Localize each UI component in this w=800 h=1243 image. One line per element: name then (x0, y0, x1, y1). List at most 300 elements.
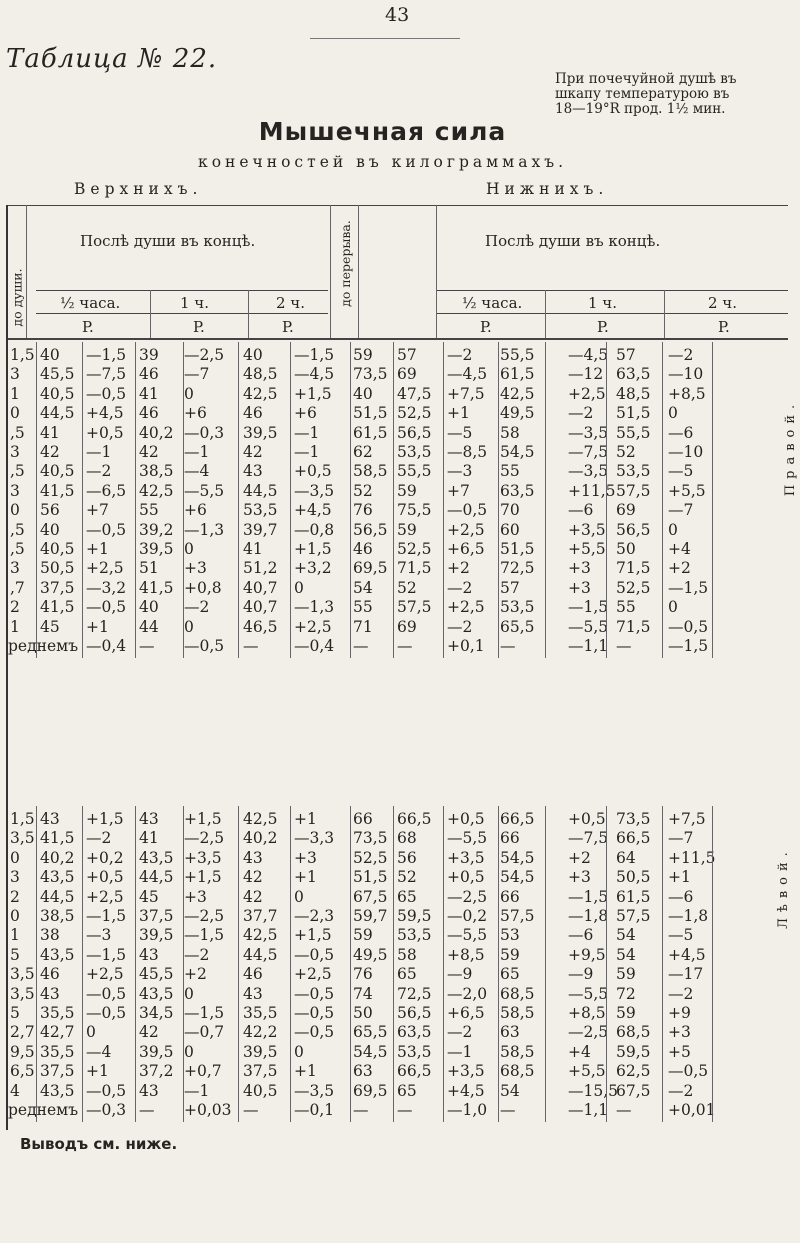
table-cell: 52,5 (397, 540, 432, 558)
column-rule (662, 342, 663, 658)
table-cell: 44,5 (243, 481, 278, 500)
table-cell: 40 (243, 346, 263, 364)
table-cell: +7 (86, 501, 109, 520)
table-cell: —9 (568, 965, 594, 984)
table-cell: +5,5 (668, 481, 706, 500)
table-cell: 41 (40, 423, 60, 442)
table-cell: +5,5 (568, 1062, 606, 1081)
table-cell: —3,5 (294, 481, 335, 500)
table-cell: ,5 (10, 423, 25, 442)
column-rule (238, 806, 239, 1122)
table-cell: —2 (447, 1023, 473, 1042)
table-cell: —2,5 (568, 1023, 609, 1042)
table-cell: 53,5 (243, 501, 278, 520)
table-cell: 53,5 (397, 443, 432, 461)
table-cell: 65 (397, 965, 417, 984)
table-cell: 42,5 (243, 810, 278, 828)
table-cell: 61,5 (500, 365, 535, 384)
table-cell: —1,5 (568, 887, 609, 906)
table-cell: +2,5 (568, 384, 606, 403)
table-cell: —0,5 (86, 1004, 127, 1022)
table-cell: 46 (243, 965, 263, 984)
table-cell: 42 (243, 868, 263, 887)
table-cell: +2,5 (447, 598, 485, 617)
table-cell: 4 (10, 1081, 20, 1100)
table-cell: 52 (616, 443, 636, 461)
table-cell: 51,2 (243, 559, 278, 578)
table-cell: +1 (86, 540, 109, 558)
header-bottom-rule (6, 338, 788, 340)
table-cell: 42,5 (243, 384, 278, 403)
table-cell: +2 (568, 848, 591, 867)
table-cell: 41,5 (40, 598, 75, 617)
table-cell: 40,7 (243, 578, 278, 597)
table-cell: —4,5 (568, 346, 609, 364)
table-cell: 0 (668, 404, 678, 423)
table-subtitle: конечностей въ килограммахъ. (198, 153, 567, 171)
table-cell: 34,5 (139, 1004, 174, 1022)
header-vrule (358, 205, 359, 338)
table-cell: —2,0 (447, 984, 488, 1003)
table-cell: 59 (397, 481, 417, 500)
table-cell: 75,5 (397, 501, 432, 520)
average-cell: реднемъ (8, 1101, 79, 1119)
column-rule (498, 342, 499, 658)
table-cell: —0,5 (294, 1023, 335, 1042)
table-cell: —1,5 (184, 926, 225, 945)
table-cell: +8,5 (447, 945, 485, 964)
table-cell: +0,5 (447, 810, 485, 828)
table-cell: +1,5 (184, 868, 222, 887)
header-r: P. (480, 318, 492, 336)
average-cell: — (139, 637, 155, 655)
table-cell: 40,5 (40, 462, 75, 481)
table-cell: 63,5 (500, 481, 535, 500)
table-cell: —0,5 (86, 1081, 127, 1100)
table-cell: 71 (353, 617, 373, 636)
table-cell: 0 (184, 384, 194, 403)
table-cell: +1 (294, 810, 317, 828)
header-top-rule (6, 205, 788, 206)
table-cell: —2 (86, 462, 112, 481)
table-cell: +4 (668, 540, 691, 558)
column-rule (290, 806, 291, 1122)
table-cell: 73,5 (616, 810, 651, 828)
header-vrule (248, 290, 249, 338)
table-cell: 38 (40, 926, 60, 945)
average-cell: —1,0 (447, 1101, 488, 1119)
table-cell: 1,5 (10, 810, 35, 828)
table-cell: 67,5 (616, 1081, 651, 1100)
table-cell: —15,5 (568, 1081, 619, 1100)
table-cell: +3 (568, 559, 591, 578)
table-cell: ,5 (10, 540, 25, 558)
header-after-shower-upper: Послѣ души въ концѣ. (80, 232, 256, 250)
table-cell: 52,5 (397, 404, 432, 423)
table-cell: +1 (668, 868, 691, 887)
table-cell: 5 (10, 1004, 20, 1022)
table-cell: 42 (243, 887, 263, 906)
table-cell: 40,5 (40, 540, 75, 558)
average-cell: — (500, 637, 516, 655)
lower-limbs-label: Нижнихъ. (486, 180, 609, 198)
table-cell: 3 (10, 559, 20, 578)
table-cell: 41 (139, 384, 159, 403)
table-cell: 46 (139, 404, 159, 423)
table-cell: 69 (616, 501, 636, 520)
table-cell: 40 (40, 520, 60, 539)
table-cell: +3,5 (184, 848, 222, 867)
table-cell: —2 (447, 617, 473, 636)
table-cell: +3 (568, 578, 591, 597)
table-cell: 42,5 (500, 384, 535, 403)
table-cell: 46 (353, 540, 373, 558)
table-cell: —0,5 (86, 984, 127, 1003)
table-cell: 58 (500, 423, 520, 442)
table-cell: —1 (184, 443, 210, 461)
table-cell: +0,5 (568, 810, 606, 828)
table-cell: 54 (353, 578, 373, 597)
table-cell: +2 (184, 965, 207, 984)
table-cell: —2 (184, 945, 210, 964)
table-cell: +3,5 (568, 520, 606, 539)
table-cell: 61,5 (353, 423, 388, 442)
table-cell: —6,5 (86, 481, 127, 500)
table-cell: 68 (397, 829, 417, 848)
table-cell: 43 (40, 810, 60, 828)
table-label: Таблица № 22. (6, 44, 218, 74)
column-rule (712, 342, 713, 658)
table-cell: 42,5 (139, 481, 174, 500)
table-cell: 59 (500, 945, 520, 964)
table-cell: +7 (447, 481, 470, 500)
table-cell: —4 (184, 462, 210, 481)
table-cell: 39,2 (139, 520, 174, 539)
table-cell: 47,5 (397, 384, 432, 403)
header-vrule (26, 205, 27, 338)
table-cell: 53,5 (500, 598, 535, 617)
table-cell: —1 (294, 423, 320, 442)
table-cell: +9,5 (568, 945, 606, 964)
table-cell: +5,5 (568, 540, 606, 558)
table-cell: 74 (353, 984, 373, 1003)
table-cell: 0 (10, 848, 20, 867)
table-cell: 43,5 (40, 1081, 75, 1100)
table-cell: —0,7 (184, 1023, 225, 1042)
table-cell: 66 (500, 829, 520, 848)
table-cell: 43 (139, 945, 159, 964)
table-cell: —2,5 (184, 907, 225, 925)
table-cell: —0,8 (294, 520, 335, 539)
conditions-note (555, 72, 795, 117)
table-cell: 63,5 (616, 365, 651, 384)
table-cell: —4 (86, 1042, 112, 1061)
column-rule (498, 806, 499, 1122)
table-cell: 42,5 (243, 926, 278, 945)
table-cell: —2 (568, 404, 594, 423)
table-cell: 66 (353, 810, 373, 828)
table-cell: —12 (568, 365, 604, 384)
table-cell: —1 (86, 443, 112, 461)
table-cell: —2 (447, 578, 473, 597)
table-cell: —2 (447, 346, 473, 364)
table-cell: +1 (447, 404, 470, 423)
table-cell: 37,5 (40, 578, 75, 597)
table-cell: +6,5 (447, 1004, 485, 1022)
table-cell: 66,5 (397, 1062, 432, 1081)
table-cell: —8,5 (447, 443, 488, 461)
table-cell: 45 (40, 617, 60, 636)
note-line: При почечуйной душѣ въ (555, 71, 737, 87)
header-r: P. (718, 318, 730, 336)
average-cell: —0,4 (294, 637, 335, 655)
table-cell: 56,5 (616, 520, 651, 539)
table-cell: 6,5 (10, 1062, 35, 1081)
table-cell: 56 (397, 848, 417, 867)
table-cell: —0,5 (86, 598, 127, 617)
table-cell: 39 (139, 346, 159, 364)
table-cell: 73,5 (353, 365, 388, 384)
table-cell: —1,5 (568, 598, 609, 617)
table-cell: —1,5 (86, 346, 127, 364)
table-cell: 5 (10, 945, 20, 964)
table-cell: 0 (184, 1042, 194, 1061)
table-cell: 52 (397, 868, 417, 887)
table-cell: —3,5 (568, 423, 609, 442)
table-cell: 45,5 (40, 365, 75, 384)
table-cell: +1,5 (294, 384, 332, 403)
table-cell: 2 (10, 598, 20, 617)
table-cell: 51,5 (353, 868, 388, 887)
table-cell: +0,5 (294, 462, 332, 481)
table-cell: 43,5 (139, 848, 174, 867)
table-cell: —7,5 (86, 365, 127, 384)
table-cell: +1,5 (294, 926, 332, 945)
table-cell: —0,5 (447, 501, 488, 520)
table-cell: 49,5 (353, 945, 388, 964)
table-cell: 55,5 (500, 346, 535, 364)
table-cell: 68,5 (500, 1062, 535, 1081)
table-cell: —2 (668, 346, 694, 364)
table-cell: 51,5 (353, 404, 388, 423)
table-cell: +3 (184, 887, 207, 906)
table-cell: 71,5 (397, 559, 432, 578)
average-cell: — (243, 1101, 259, 1119)
table-cell: —2 (86, 829, 112, 848)
table-cell: 35,5 (40, 1042, 75, 1061)
table-cell: 63 (353, 1062, 373, 1081)
header-mid-rule-lower (436, 290, 788, 291)
table-cell: 0 (10, 404, 20, 423)
table-cell: 70 (500, 501, 520, 520)
average-cell: — (243, 637, 259, 655)
table-cell: +1 (86, 1062, 109, 1081)
column-rule (183, 806, 184, 1122)
average-cell: —0,3 (86, 1101, 127, 1119)
table-cell: 72 (616, 984, 636, 1003)
table-cell: 54 (500, 1081, 520, 1100)
table-cell: 3 (10, 365, 20, 384)
table-cell: +8,5 (668, 384, 706, 403)
table-cell: 48,5 (243, 365, 278, 384)
table-cell: +6 (184, 501, 207, 520)
table-cell: 42 (139, 1023, 159, 1042)
average-cell: —1,5 (668, 637, 709, 655)
table-cell: 42,2 (243, 1023, 278, 1042)
table-cell: 71,5 (616, 617, 651, 636)
table-cell: 52 (397, 578, 417, 597)
table-cell: —6 (568, 501, 594, 520)
table-cell: 42 (40, 443, 60, 461)
table-cell: —10 (668, 443, 704, 461)
table-cell: —7,5 (568, 443, 609, 461)
table-cell: +1 (294, 1062, 317, 1081)
table-cell: 55,5 (616, 423, 651, 442)
table-cell: 0 (10, 501, 20, 520)
table-cell: —1 (184, 1081, 210, 1100)
table-cell: 53,5 (397, 926, 432, 945)
table-cell: 52,5 (353, 848, 388, 867)
table-cell: —3,5 (568, 462, 609, 481)
table-cell: +1 (294, 868, 317, 887)
table-cell: +3,5 (447, 848, 485, 867)
table-cell: +6 (184, 404, 207, 423)
table-cell: 43,5 (40, 868, 75, 887)
table-cell: 54,5 (500, 868, 535, 887)
table-cell: —3,2 (86, 578, 127, 597)
table-cell: —5,5 (447, 829, 488, 848)
table-cell: +4 (568, 1042, 591, 1061)
table-cell: —10 (668, 365, 704, 384)
average-cell: —1,1 (568, 637, 609, 655)
table-cell: 43 (139, 1081, 159, 1100)
table-cell: —4,5 (294, 365, 335, 384)
table-cell: +5 (668, 1042, 691, 1061)
table-cell: 41 (139, 829, 159, 848)
table-cell: 48,5 (616, 384, 651, 403)
table-cell: 72,5 (397, 984, 432, 1003)
table-cell: 46 (40, 965, 60, 984)
table-cell: 56,5 (397, 1004, 432, 1022)
column-rule (606, 806, 607, 1122)
table-cell: —7 (184, 365, 210, 384)
table-cell: —1,3 (184, 520, 225, 539)
table-cell: 46,5 (243, 617, 278, 636)
column-rule (393, 342, 394, 658)
table-cell: 40 (139, 598, 159, 617)
table-cell: 59 (397, 520, 417, 539)
table-cell: 57 (500, 578, 520, 597)
table-cell: 3,5 (10, 984, 35, 1003)
table-cell: +3 (668, 1023, 691, 1042)
header-r: P. (193, 318, 205, 336)
table-cell: —1,5 (294, 346, 335, 364)
table-cell: 59,5 (397, 907, 432, 925)
table-cell: +7,5 (447, 384, 485, 403)
table-cell: 9,5 (10, 1042, 35, 1061)
table-cell: —1,5 (668, 578, 709, 597)
table-cell: 76 (353, 501, 373, 520)
table-cell: 0 (10, 907, 20, 925)
table-cell: 72,5 (500, 559, 535, 578)
side-label-left: Лѣвой. (775, 846, 791, 929)
table-cell: 57 (616, 346, 636, 364)
table-cell: 58,5 (353, 462, 388, 481)
table-cell: 55 (353, 598, 373, 617)
table-cell: 40,7 (243, 598, 278, 617)
header-before-shower: до души. (9, 268, 25, 327)
table-cell: +3 (294, 848, 317, 867)
table-cell: 67,5 (353, 887, 388, 906)
column-rule (393, 806, 394, 1122)
table-cell: 1,5 (10, 346, 35, 364)
table-cell: 59 (616, 1004, 636, 1022)
table-cell: 65,5 (500, 617, 535, 636)
average-cell: —0,5 (184, 637, 225, 655)
table-cell: —1,5 (86, 945, 127, 964)
average-cell: —0,4 (86, 637, 127, 655)
table-cell: 38,5 (139, 462, 174, 481)
table-cell: —0,5 (294, 945, 335, 964)
table-cell: —6 (668, 887, 694, 906)
table-cell: —3 (86, 926, 112, 945)
column-rule (443, 806, 444, 1122)
table-cell: —5,5 (447, 926, 488, 945)
table-cell: +4,5 (294, 501, 332, 520)
table-cell: 1 (10, 617, 20, 636)
header-sub-rule-upper (36, 313, 328, 314)
table-cell: +8,5 (568, 1004, 606, 1022)
page-number: 43 (385, 4, 410, 26)
table-cell: —2 (668, 984, 694, 1003)
note-line: 18—19°R прод. 1½ мин. (555, 101, 726, 117)
table-cell: +0,2 (86, 848, 124, 867)
column-rule (545, 342, 546, 658)
table-cell: 69,5 (353, 1081, 388, 1100)
column-rule (606, 342, 607, 658)
table-cell: 45 (139, 887, 159, 906)
average-cell: +0,01 (668, 1101, 716, 1119)
table-cell: 0 (668, 520, 678, 539)
table-cell: —2,5 (447, 887, 488, 906)
header-before-break: до перерыва. (337, 220, 353, 307)
table-cell: —0,5 (86, 520, 127, 539)
average-cell: —1,1 (568, 1101, 609, 1119)
table-cell: —0,5 (294, 984, 335, 1003)
table-cell: 68,5 (616, 1023, 651, 1042)
table-cell: 43,5 (139, 984, 174, 1003)
table-cell: 39,5 (139, 926, 174, 945)
table-cell: 58,5 (500, 1042, 535, 1061)
table-cell: 50 (353, 1004, 373, 1022)
table-cell: +0,5 (86, 868, 124, 887)
table-cell: 62,5 (616, 1062, 651, 1081)
column-rule (350, 806, 351, 1122)
table-cell: —9 (447, 965, 473, 984)
table-cell: 37,5 (40, 1062, 75, 1081)
table-cell: 40 (40, 346, 60, 364)
header-vrule (545, 290, 546, 338)
table-cell: +2,5 (294, 617, 332, 636)
column-rule (545, 806, 546, 1122)
header-vrule (330, 205, 331, 338)
table-cell: +0,5 (447, 868, 485, 887)
table-cell: 50,5 (40, 559, 75, 578)
column-rule (238, 342, 239, 658)
table-cell: +11,5 (568, 481, 616, 500)
table-cell: +0,7 (184, 1062, 222, 1081)
table-cell: —0,5 (668, 617, 709, 636)
